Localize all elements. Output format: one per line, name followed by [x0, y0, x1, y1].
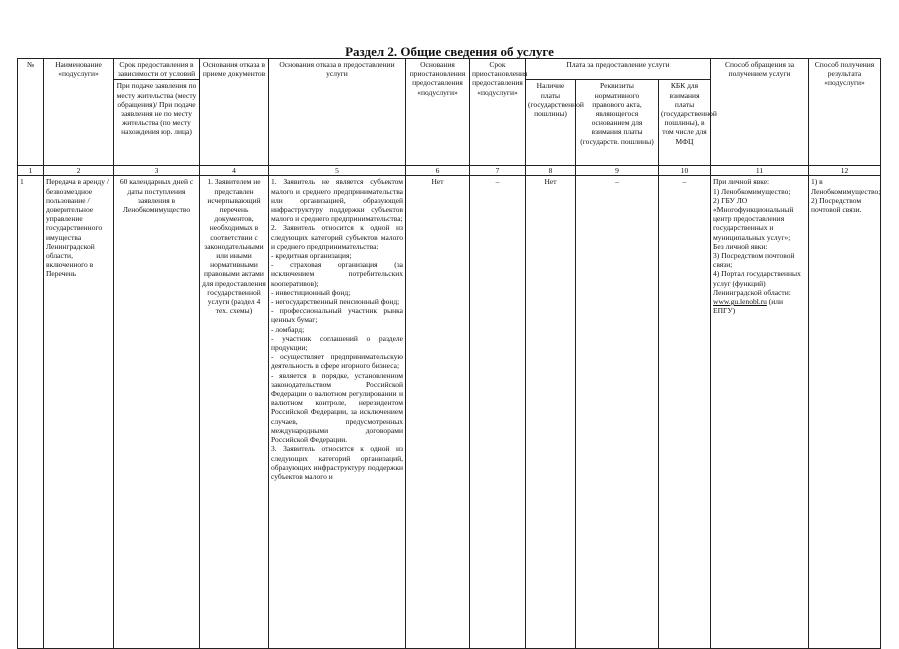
column-number: 7 [470, 166, 526, 176]
method-item-link-line [713, 297, 806, 315]
column-number: 12 [809, 166, 881, 176]
cell-number: 1 [18, 176, 44, 649]
refusal-item: - осуществляет предпринимательскую деятельность в сфере игорного бизнеса; [271, 352, 403, 371]
column-number-row [18, 166, 881, 176]
method-item: 4) Портал государственных услуг (функций) Ленинградской области: [713, 269, 801, 297]
column-number: 9 [576, 166, 659, 176]
column-number: 10 [659, 166, 711, 176]
column-number: 3 [114, 166, 200, 176]
header-row-1 [18, 59, 881, 80]
header-term-by-residence: При подаче заявления по месту жительства (месту обращения)/ При подаче заявления не по месту жительства (по месту нахождения юр. лица) [114, 80, 200, 166]
method-item: 3) Посредством почтовой связи; [713, 251, 795, 270]
method-item: 2) ГБУ ЛО «Многофункциональный центр предоставления государственных и муниципальных услуг»; [713, 195, 794, 242]
method-item: Без личной явки: [713, 241, 768, 251]
header-fee-presence: Наличие платы (государственной пошлины) [526, 80, 576, 166]
refusal-item: - кредитная организация; [271, 251, 352, 261]
cell-fee-act: – [576, 176, 659, 649]
cell-refusal-docs: 1. Заявителем не представлен исчерпывающий перечень документов, необходимых в соответствии с законодательными или иными нормативными правовыми актами для предоставления государственной услуги (раздел 4 тех. схемы) [200, 176, 269, 649]
service-info-table [17, 58, 881, 649]
refusal-item: 2. Заявитель относится к одной из следующих категорий субъектов малого и среднего предпринимательства: [271, 223, 403, 251]
result-item: 2) Посредством почтовой связи. [811, 195, 862, 215]
header-suspension-grounds: Основания приостановления предоставления «подуслуги» [406, 59, 470, 166]
cell-suspension-term: – [470, 176, 526, 649]
column-number: 8 [526, 166, 576, 176]
cell-suspension-grounds: Нет [406, 176, 470, 649]
refusal-item: 1. Заявитель не является субъектом малого и среднего предпринимательства или организацией, образующей инфраструктуру поддержки субъектов малого и среднего предпринимательства; [271, 177, 403, 224]
cell-term: 60 календарных дней с даты поступления заявления в Ленобкомимущество [114, 176, 200, 649]
refusal-item: 3. Заявитель относится к одной из следующих категорий организаций, образующих инфраструктуру поддержки субъектов малого и [271, 444, 403, 481]
method-item: При личной явке: [713, 177, 770, 187]
table-row [18, 176, 881, 649]
column-number: 4 [200, 166, 269, 176]
cell-application-method [711, 176, 809, 649]
section-title: Раздел 2. Общие сведения об услуге [345, 44, 554, 59]
refusal-item: - участник соглашений о разделе продукции; [271, 333, 403, 353]
portal-link[interactable]: www.gu.lenobl.ru [713, 297, 767, 307]
header-refusal-service: Основания отказа в предоставлении услуги [269, 59, 406, 166]
cell-fee-presence: Нет [526, 176, 576, 649]
header-refusal-docs: Основания отказа в приеме документов [200, 59, 269, 166]
cell-fee-kbk: – [659, 176, 711, 649]
portal-link-tail: (или ЕПГУ) [713, 297, 784, 316]
cell-subservice-name: Передача в аренду /безвозмездное пользование /доверительное управление государственного имущества Ленинградской области, включенного в Перечень [44, 176, 114, 649]
refusal-item: - страховая организация (за исключением потребительских кооперативов); [271, 260, 403, 288]
column-number: 1 [18, 166, 44, 176]
header-subservice-name: Наименование «подуслуги» [44, 59, 114, 166]
header-fee-group: Плата за предоставление услуги [526, 59, 711, 80]
refusal-item: - инвестиционный фонд; [271, 287, 351, 297]
header-result-method: Способ получения результата «подуслуги» [809, 59, 881, 166]
header-fee-kbk: КБК для взимания платы (государственной пошлины), в том числе для МФЦ [659, 80, 711, 166]
cell-refusal-service [269, 176, 406, 649]
column-number: 2 [44, 166, 114, 176]
refusal-item: - ломбард; [271, 324, 305, 334]
header-suspension-term: Срок приостановления предоставления «подуслуги» [470, 59, 526, 166]
method-item: 1) Ленобкомимущество; [713, 186, 791, 196]
cell-result-method [809, 176, 881, 649]
column-number: 11 [711, 166, 809, 176]
refusal-item: - профессиональный участник рынка ценных бумаг; [271, 306, 403, 325]
header-application-method: Способ обращения за получением услуги [711, 59, 809, 166]
result-item: 1) в Ленобкомимущество; [811, 177, 881, 196]
column-number: 5 [269, 166, 406, 176]
refusal-item: - является в порядке, установленном законодательством Российской Федерации о валютном регулировании и валютном контроле, нерезидентом Российской Федерации, за исключением случаев, предусмотренных международными договорами Российской Федерации. [271, 370, 403, 445]
header-fee-act: Реквизиты нормативного правового акта, являющегося основанием для взимания платы (государств. пошлины) [576, 80, 659, 166]
header-term-conditions: Срок предоставления в зависимости от условий [114, 59, 200, 80]
refusal-item: - негосударственный пенсионный фонд; [271, 297, 400, 307]
column-number: 6 [406, 166, 470, 176]
header-number: № [18, 59, 44, 166]
